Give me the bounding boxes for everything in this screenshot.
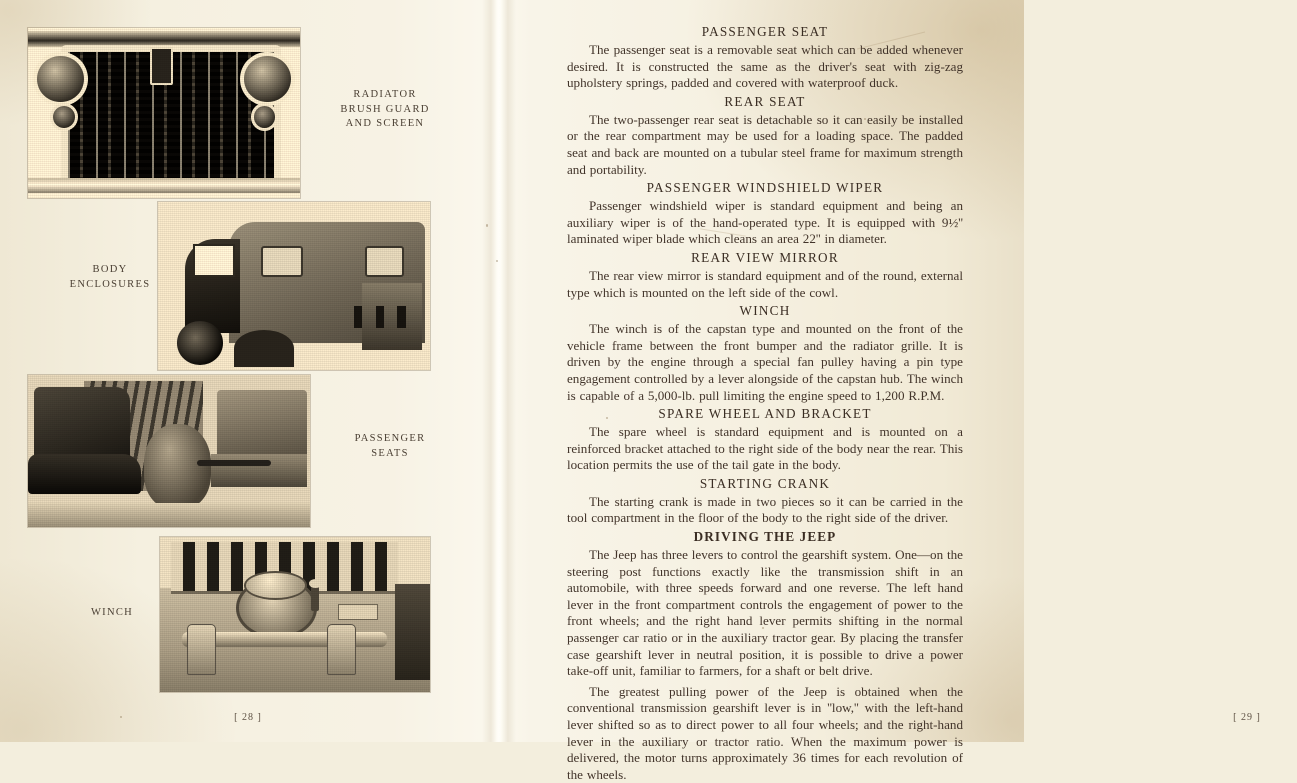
section-heading-passenger-seat: PASSENGER SEAT [701, 24, 829, 39]
halftone-grain [28, 28, 300, 198]
paragraph-starting-crank: The starting crank is made in two pieces so it can be carried in the tool compartment in the floor of the body to the right side of the driver. [567, 493, 963, 526]
figure-body-enclosures [158, 202, 430, 370]
left-page [0, 0, 497, 742]
caption-line: SEATS [371, 447, 409, 459]
caption-line: BODY [92, 264, 128, 275]
paragraph-winch: The winch is of the capstan type and mounted on the front of the vehicle frame between the front bumper and the radiator grille. It is driven by the engine through a special fan pulley having a pin type engagement controlled by a lever alongside of the capstan hub. The winch is capable of a 5,000-lb. pull limiting the engine speed to 1,200 R.P.M. [567, 321, 963, 403]
paragraph-spare-wheel-and-bracket: The spare wheel is standard equipment and is mounted on a reinforced bracket attached to the right side of the body near the rear. This location permits the use of the tail gate in the body. [567, 424, 963, 473]
caption-line: RADIATOR [353, 89, 417, 100]
caption-line: ENCLOSURES [69, 278, 151, 290]
section-heading-winch: WINCH [739, 303, 791, 319]
paragraph-rear-view-mirror: The rear view mirror is standard equipment and of the round, external type which is mounted on the left side of the cowl. [567, 267, 963, 300]
right-page [497, 0, 1261, 782]
paragraph-passenger-seat: The passenger seat is a removable seat which can be added whenever desired. It is constructed the same as the driver's seat with zig-zag upholstery springs, padded and covered with waterproof duck. [567, 42, 963, 91]
section-heading-rear-seat: REAR SEAT [724, 93, 806, 109]
paragraph-driving-the-jeep-1: The Jeep has three levers to control the gearshift system. One—on the steering post functions exactly like the transmission shift in an automobile, with three speeds forward and one reverse. The left hand lever in the front compartment controls the engagement of power to the front wheels; and the right hand lever permits shifting in the normal passenger car ratio or in the auxiliary tractor gear. By placing the transfer case gearshift lever in neutral position, it is possible to drive a power take-off unit, familiar to farmers, for a shaft or belt drive. [567, 547, 963, 679]
caption-line: BRUSH GUARD [340, 103, 430, 115]
caption-winch [48, 606, 176, 621]
caption-passenger-seats [320, 432, 460, 461]
halftone-grain [160, 537, 430, 692]
paragraph-driving-the-jeep-2: The greatest pulling power of the Jeep is obtained when the conventional transmission gearshift lever is in ''low,'' with the left-hand lever shifted so as to direct power to all four wheels; and the right-hand lever in the auxiliary or tractor ratio. When the maximum power is delivered, the motor turns approximately 36 times for each revolution of the wheels. [567, 683, 963, 782]
caption-line: PASSENGER [354, 433, 426, 444]
halftone-grain [158, 202, 430, 370]
text-column [567, 22, 963, 783]
section-heading-starting-crank: STARTING CRANK [699, 475, 831, 491]
section-heading-spare-wheel-and-bracket: SPARE WHEEL AND BRACKET [658, 406, 872, 422]
figure-winch [160, 537, 430, 692]
page-number-right: [ 29 ] [1233, 712, 1261, 723]
section-heading-rear-view-mirror: REAR VIEW MIRROR [691, 249, 839, 265]
figure-radiator-brush-guard [28, 28, 300, 198]
section-heading-passenger-windshield-wiper: PASSENGER WINDSHIELD WIPER [646, 180, 884, 196]
paragraph-rear-seat: The two-passenger rear seat is detachable so it can easily be installed or the rear compartment may be used for a loading space. The padded seat and back are mounted on a tubular steel frame for maximum strength and portability. [567, 111, 963, 177]
caption-radiator-brush-guard [310, 88, 460, 132]
paragraph-passenger-windshield-wiper: Passenger windshield wiper is standard equipment and being an auxiliary wiper is of the hand-operated type. It is equipped with 9½'' laminated wiper blade which cleans an area 22'' in diameter. [567, 198, 963, 247]
page-number-left: [ 28 ] [234, 712, 262, 723]
caption-line: AND SCREEN [345, 118, 425, 129]
halftone-grain [28, 375, 310, 527]
caption-line: WINCH [90, 607, 134, 618]
section-heading-driving-the-jeep: DRIVING THE JEEP [693, 529, 837, 545]
figure-passenger-seats [28, 375, 310, 527]
caption-body-enclosures [40, 263, 180, 292]
